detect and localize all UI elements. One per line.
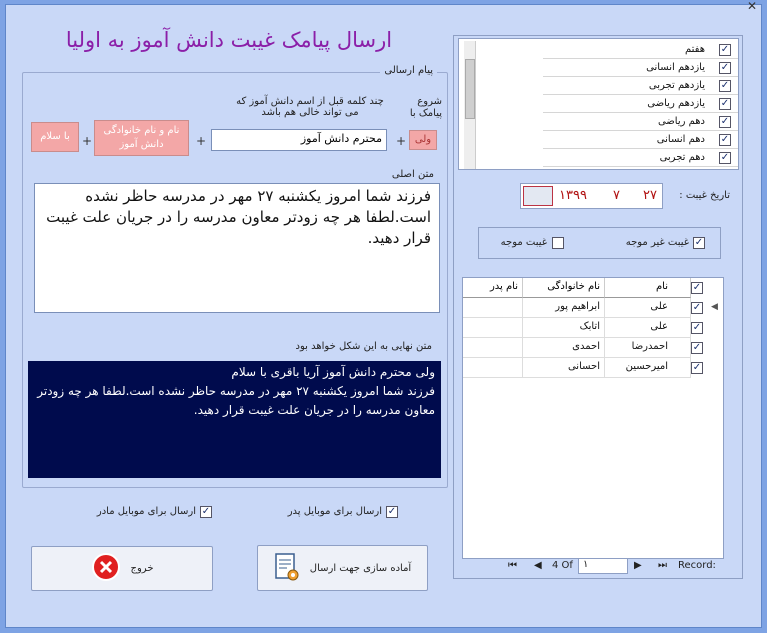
- grade-list-scrollbar[interactable]: [464, 41, 476, 169]
- list-item[interactable]: ✓ دهم ریاضی: [543, 113, 739, 131]
- select-all-checkbox[interactable]: ✓: [692, 282, 702, 293]
- greeting-chip[interactable]: با سلام: [31, 122, 79, 152]
- final-text-preview: [28, 361, 441, 478]
- final-text-label: متن نهایی به این شکل خواهد بود: [295, 341, 432, 352]
- unexcused-checkbox[interactable]: ✓: [694, 237, 704, 248]
- father-mobile-checkbox[interactable]: ✓: [387, 506, 397, 517]
- prepare-send-label: آماده سازی جهت ارسال: [309, 562, 412, 574]
- unexcused-label: غیبت غیر موجه: [625, 237, 689, 248]
- list-item[interactable]: ✓ دهم انسانی: [543, 131, 739, 149]
- record-number-input[interactable]: ۱: [578, 558, 628, 574]
- absence-date-label: تاریخ غیبت :: [679, 190, 730, 201]
- column-header-father[interactable]: نام پدر: [463, 278, 523, 298]
- exit-button[interactable]: [31, 546, 213, 591]
- father-mobile-label: ارسال برای موبایل پدر: [287, 506, 382, 517]
- excused-checkbox[interactable]: [552, 237, 564, 249]
- absence-date-field[interactable]: [520, 183, 663, 209]
- grade-list[interactable]: [458, 38, 739, 170]
- list-item[interactable]: ✓ هفتم: [543, 41, 739, 59]
- plus-sign: +: [196, 134, 207, 148]
- first-record-icon[interactable]: ⏮: [508, 560, 517, 571]
- prefix-input[interactable]: محترم دانش آموز: [211, 129, 387, 151]
- main-text-label: متن اصلی: [391, 169, 434, 180]
- date-month: ۷: [613, 188, 620, 203]
- final-line-2: فرزند شما امروز یکشنبه ۲۷ مهر در مدرسه حاظر نشده است.لطفا هر چه زودتر معاون مدرسه را در جریان علت غیبت قرار دهید.: [37, 384, 435, 417]
- list-item[interactable]: ✓ یازدهم ریاضی: [543, 95, 739, 113]
- plus-sign: +: [396, 134, 407, 148]
- prev-record-icon[interactable]: ◀: [534, 560, 542, 571]
- last-record-icon[interactable]: ⏭: [658, 560, 667, 571]
- absence-type-group: [478, 227, 721, 259]
- close-icon[interactable]: ✕: [746, 0, 758, 13]
- calendar-icon[interactable]: [523, 186, 553, 206]
- prepare-send-button[interactable]: [257, 545, 428, 591]
- start-label: شروع پیامک با: [409, 96, 442, 119]
- prefix-label: چند کلمه قبل از اسم دانش آموز که می تواند خالی هم باشد: [236, 96, 384, 118]
- mother-mobile-label: ارسال برای موبایل مادر: [96, 506, 196, 517]
- mother-mobile-checkbox[interactable]: ✓: [201, 506, 211, 517]
- plus-sign: +: [82, 134, 93, 148]
- document-gear-icon: [274, 552, 300, 585]
- final-line-1: ولی محترم دانش آموز آریا باقری با سلام: [231, 365, 435, 379]
- list-item[interactable]: ✓ دهم تجربی: [543, 149, 739, 167]
- excused-label: غیبت موجه: [500, 237, 547, 248]
- student-name-chip[interactable]: نام و نام خانوادگی دانش آموز: [94, 120, 189, 156]
- start-word-chip[interactable]: ولی: [409, 130, 437, 150]
- column-header-name[interactable]: نام: [605, 278, 691, 298]
- record-count: 4 Of: [552, 560, 573, 571]
- main-text-area[interactable]: فرزند شما امروز یکشنبه ۲۷ مهر در مدرسه حاظر نشده است.لطفا هر چه زودتر معاون مدرسه را در جریان علت غیبت قرار دهید.: [34, 183, 440, 313]
- close-circle-icon: [91, 552, 121, 585]
- list-item[interactable]: ✓ یازدهم تجربی: [543, 77, 739, 95]
- record-label: Record:: [678, 560, 716, 571]
- current-row-indicator-icon: ◀: [711, 302, 718, 312]
- exit-label: خروج: [130, 563, 154, 574]
- date-year: ۱۳۹۹: [559, 188, 587, 203]
- students-grid: نام پدر نام خانوادگی نام ✓ ابراهیم پور علی ✓ ◀ اتابک علی ✓ احمدی احمدرضا ✓ احسانی امیرحسین ✓: [462, 277, 724, 559]
- message-group-legend: پیام ارسالی: [380, 65, 437, 76]
- date-day: ۲۷: [643, 188, 657, 203]
- page-title: ارسال پیامک غیبت دانش آموز به اولیا: [65, 28, 393, 52]
- list-item[interactable]: ✓ یازدهم انسانی: [543, 59, 739, 77]
- next-record-icon[interactable]: ▶: [634, 560, 642, 571]
- column-header-family[interactable]: نام خانوادگی: [523, 278, 605, 298]
- record-navigator: [462, 558, 724, 576]
